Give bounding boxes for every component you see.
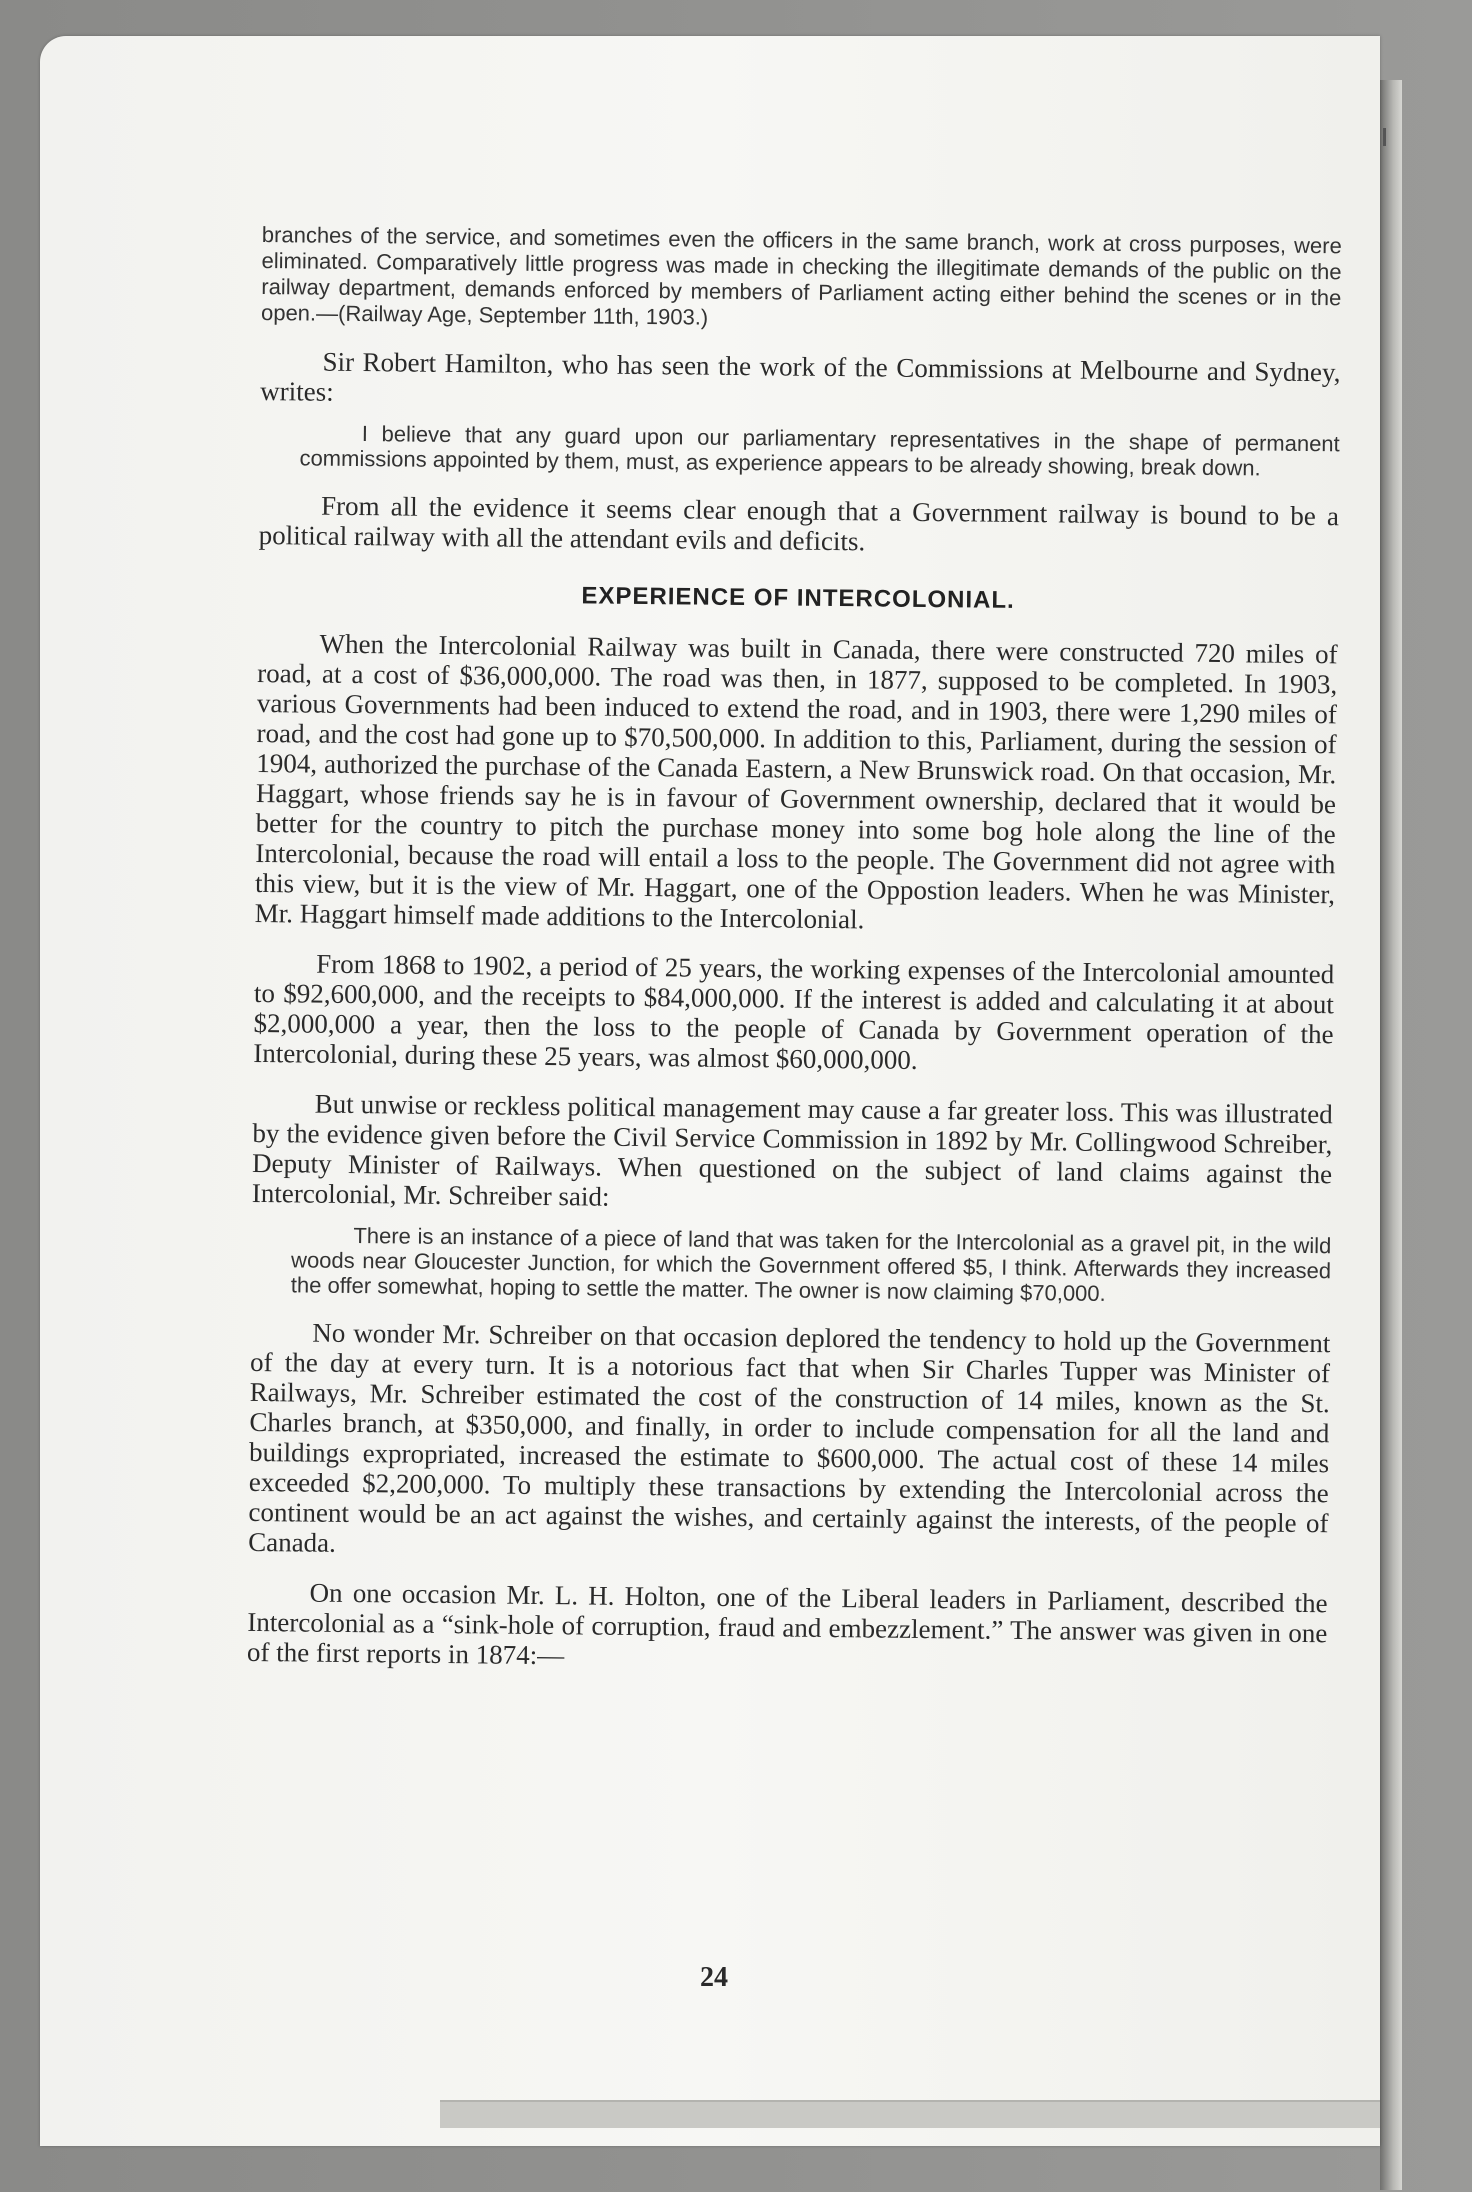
page-content	[247, 222, 1342, 1678]
section-heading: EXPERIENCE OF INTERCOLONIAL.	[581, 582, 1015, 614]
paragraph-continuation: branches of the service, and sometimes even the officers in the same branch, work at cross purposes, were eliminated. Comparatively little progress was made in checking the illegitimate demands of the public on the railway department, demands enforced by members of Parliament acting either behind the scenes or in the open.—(Railway Age, September 11th, 1903.)	[260, 222, 1342, 330]
paragraph-holton: On one occasion Mr. L. H. Holton, one of the Liberal leaders in Parliament, described the Intercolonial as a “sink-hole of corruption, fraud and embezzlement.” The answer was given in one of the first reports in 1874:—	[246, 1577, 1328, 1671]
page-number: 24	[700, 1962, 728, 1993]
corner-mark	[1383, 128, 1386, 146]
page-edge-shadow	[1380, 80, 1402, 2190]
page-bottom-band	[440, 2100, 1380, 2128]
quote-schreiber: There is an instance of a piece of land that was taken for the Intercolonial as a gravel pit, in the wild woods near Gloucester Junction, for which the Government offered $5, I think. Afterwards they increased the offer somewhat, hoping to settle the matter. The owner is now claiming $70,000.	[290, 1223, 1332, 1306]
paragraph-st-charles-branch: No wonder Mr. Schreiber on that occasion deplored the tendency to hold up the Government of the day at every turn. It is a notorious fact that when Sir Charles Tupper was Minister of Railways, Mr. Schreiber estimated the cost of the construction of 14 miles, known as the St. Charles branch, at $350,000, and finally, in order to include compensation for all the land and buildings expropriated, increased the estimate to $600,000. The actual cost of these 14 miles exceeded $2,200,000. To multiply these transactions by extending the Intercolonial across the continent would be an act against the wishes, and certainly against the interests, of the people of Canada.	[248, 1317, 1331, 1558]
paragraph-schreiber-evidence: But unwise or reckless political management may cause a far greater loss. This was illustrated by the evidence given before the Civil Service Commission in 1892 by Mr. Collingwood Schreiber, Deputy Minister of Railways. When questioned on the subject of land claims against the Intercolonial, Mr. Schreiber said:	[251, 1088, 1333, 1212]
quote-hamilton: I believe that any guard upon our parliamentary representatives in the shape of permanent commissions appointed by them, must, as experience appears to be already showing, break down.	[299, 421, 1340, 481]
paragraph-working-expenses: From 1868 to 1902, a period of 25 years, the working expenses of the Intercolonial amounted to $92,600,000, and the receipts to $84,000,000. If the interest is added and calculating it at about $2,000,000 a year, then the loss to the people of Canada by Government operation of the Intercolonial, during these 25 years, was almost $60,000,000.	[253, 948, 1335, 1075]
paragraph-intercolonial-history: When the Intercolonial Railway was built in Canada, there were constructed 720 miles of road, at a cost of $36,000,000. The road was then, in 1877, supposed to be completed. In 1903, various Governments had been induced to extend the road, and in 1903, there were 1,290 miles of road, and the cost had gone up to $70,500,000. In addition to this, Parliament, during the session of 1904, authorized the purchase of the Canada Eastern, a New Brunswick road. On that occasion, Mr. Haggart, whose friends say he is in favour of Government ownership, declared that it would be better for the country to pitch the purchase money into some bog hole along the line of the Intercolonial, because the road will entail a loss to the people. The Government did not agree with this view, but it is the view of Mr. Haggart, one of the Oppostion leaders. When he was Minister, Mr. Haggart himself made additions to the Intercolonial.	[254, 628, 1338, 935]
paragraph-political-railway: From all the evidence it seems clear enough that a Government railway is bound to be a political railway with all the attendant evils and deficits.	[258, 490, 1340, 557]
paragraph-hamilton-intro: Sir Robert Hamilton, who has seen the work of the Commissions at Melbourne and Sydney, writes:	[260, 346, 1341, 407]
